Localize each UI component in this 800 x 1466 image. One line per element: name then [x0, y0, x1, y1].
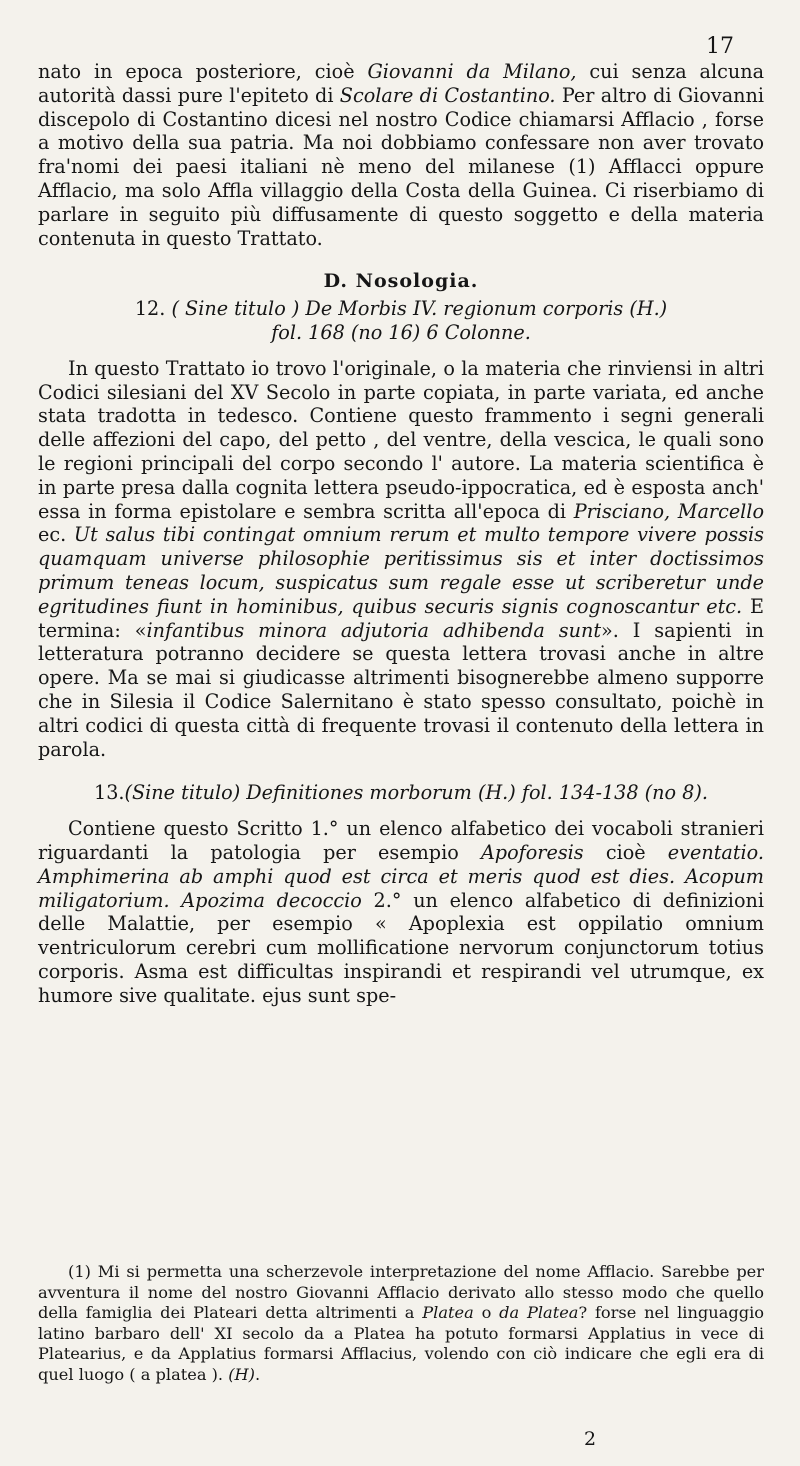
- entry-13-paragraph: Contiene questo Scritto 1.° un elenco alfabetico dei vocaboli stranieri riguardanti la patologia per esempio Apoforesis cioè eventatio. Amphimerina ab amphi quod est circa et meris quod est dies. Acopum miligatorium. Apozima decoccio 2.° un elenco alfabetico di definizioni delle Malattie, per esempio « Apoplexia est oppilatio omnium ventriculorum cerebri cum mollificatione nervorum conjunctorum totius corporis. Asma est difficultas inspirandi et respirandi vel utrumque, ex humore sive qualitate. ejus sunt spe-: [38, 817, 764, 1007]
- entry-13-header: 13.(Sine titulo) Definitiones morborum (H.) fol. 134-138 (no 8).: [94, 781, 708, 805]
- footnote: [38, 1262, 764, 1386]
- footnote-1: (1) Mi si permetta una scherzevole interpretazione del nome Afflacio. Sarebbe per avventura il nome del nostro Giovanni Afflacio derivato allo stesso modo che quello della famiglia dei Plateari detta altrimenti a Platea o da Platea? forse nel linguaggio latino barbaro dell' XI secolo da a Platea ha potuto formarsi Applatius in vece di Platearius, e da Applatius formarsi Afflacius, volendo con ciò indicare che egli era di quel luogo ( a platea ). (H).: [38, 1262, 764, 1384]
- signature-mark: 2: [584, 1428, 597, 1450]
- entry-12-paragraph: In questo Trattato io trovo l'originale, o la materia che rinviensi in altri Codici silesiani del XV Secolo in parte copiata, in parte variata, ed anche stata tradotta in tedesco. Contiene questo frammento i segni generali delle affezioni del capo, del petto , del ventre, della vescica, le quali sono le regioni principali del corpo secondo l' autore. La materia scientifica è in parte presa dalla cognita lettera pseudo-ippocratica, ed è esposta anch' essa in forma epistolare e sembra scritta all'epoca di Prisciano, Marcello ec. Ut salus tibi contingat omnium rerum et multo tempore vivere possis quamquam universe philosophie peritissimus sis et inter doctissimos primum teneas locum, suspicatus sum regale esse ut scriberetur unde egritudines fiunt in hominibus, quibus securis signis cognoscantur etc. E termina: «infantibus minora adjutoria adhibenda sunt». I sapienti in letteratura potranno decidere se questa lettera trovasi anche in altre opere. Ma se mai si giudicasse altrimenti bisognerebbe almeno supporre che in Silesia il Codice Salernitano è stato spesso consultato, poichè in altri codici di questa città di frequente trovasi il contenuto della lettera in parola.: [38, 356, 764, 761]
- entry-12-folio: fol. 168 (no 16) 6 Colonne.: [271, 320, 531, 344]
- section-heading: D. Nosologia.: [323, 270, 479, 293]
- main-text: [38, 60, 764, 1007]
- intro-paragraph: nato in epoca posteriore, cioè Giovanni da Milano, cui senza alcuna autorità dassi pure l'epiteto di Scolare di Costantino. Per altro di Giovanni discepolo di Costantino dicesi nel nostro Codice chiamarsi Afflacio , forse a motivo della sua patria. Ma noi dobbiamo confessare non aver trovato fra'nomi dei paesi italiani nè meno del milanese (1) Afflacci oppure Afflacio, ma solo Affla villaggio della Costa della Guinea. Ci riserbiamo di parlare in seguito più diffusamente di questo soggetto e della materia contenuta in questo Trattato.: [38, 60, 765, 250]
- entry-12-header: 12. ( Sine titulo ) De Morbis IV. regionum corporis (H.): [134, 297, 668, 321]
- page-number: 17: [706, 34, 734, 59]
